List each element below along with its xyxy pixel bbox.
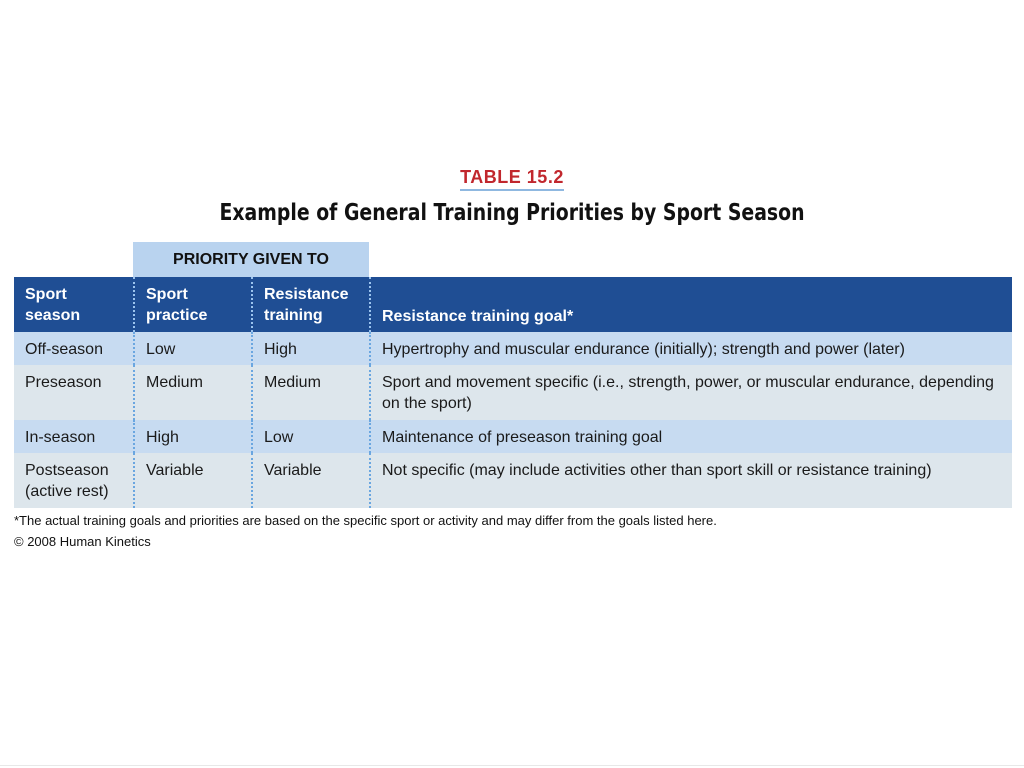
table-row (14, 365, 1012, 420)
cell-goal: Sport and movement specific (i.e., strength, power, or muscular endurance, depending on the sport) (369, 365, 1012, 420)
cell-season: Off-season (25, 341, 103, 358)
cell-season: Preseason (25, 374, 102, 391)
cell-resistance: Variable (251, 453, 369, 508)
table-row (14, 332, 1012, 365)
cell-goal: Maintenance of preseason training goal (369, 420, 1012, 453)
header-goal (369, 277, 1012, 332)
header-sport-practice-text: Sport practice (146, 286, 208, 324)
training-priorities-table (14, 277, 1012, 508)
header-sport-season (14, 277, 133, 332)
header-goal-text: Resistance training goal* (382, 308, 574, 325)
header-sport-practice (133, 277, 251, 332)
cell-practice: Medium (133, 365, 251, 420)
cell-resistance: High (251, 332, 369, 365)
priority-given-to-band: PRIORITY GIVEN TO (133, 242, 369, 277)
table-title: Example of General Training Priorities by Sport Season (219, 200, 805, 226)
table-row (14, 453, 1012, 508)
cell-practice: High (133, 420, 251, 453)
table-number (0, 167, 1024, 191)
cell-practice: Low (133, 332, 251, 365)
header-resistance-training (251, 277, 369, 332)
cell-goal: Not specific (may include activities other than sport skill or resistance training) (369, 453, 1012, 508)
cell-practice: Variable (133, 453, 251, 508)
copyright-notice: © 2008 Human Kinetics (14, 534, 151, 549)
cell-season: In-season (25, 429, 96, 446)
header-resistance-training-text: Resistance training (264, 286, 349, 324)
cell-resistance: Low (251, 420, 369, 453)
table-header-row (14, 277, 1012, 332)
cell-goal: Hypertrophy and muscular endurance (initially); strength and power (later) (369, 332, 1012, 365)
cell-resistance: Medium (251, 365, 369, 420)
table-footnote: *The actual training goals and priorities are based on the specific sport or activity and may differ from the goals listed here. (14, 513, 717, 528)
bottom-divider (0, 765, 1024, 766)
table-row (14, 420, 1012, 453)
cell-season: Postseason (active rest) (25, 462, 109, 500)
header-sport-season-text: Sport season (25, 286, 81, 324)
table-number-text: TABLE 15.2 (460, 167, 564, 191)
